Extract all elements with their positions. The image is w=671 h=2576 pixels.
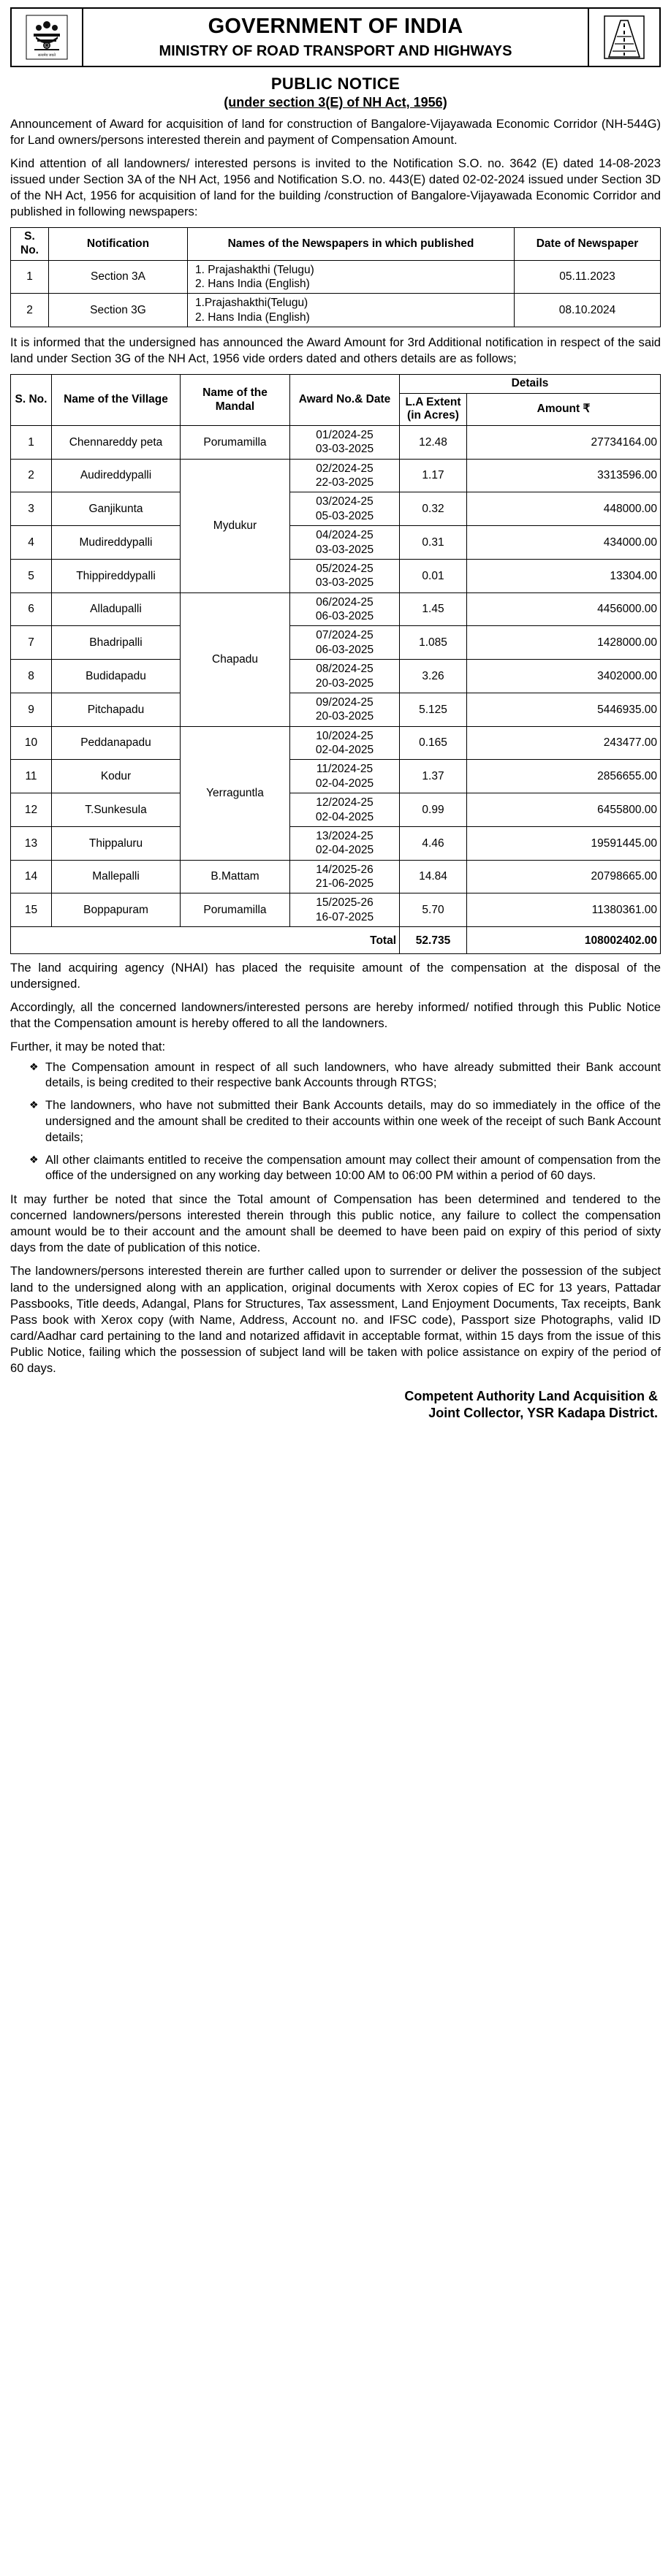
government-title: GOVERNMENT OF INDIA <box>208 15 463 39</box>
cell-award <box>290 793 400 827</box>
cell-sno: 4 <box>11 526 52 560</box>
cell-amount: 27734164.00 <box>467 425 661 459</box>
newspaper-line: 2. Hans India (English) <box>195 310 310 324</box>
cell-extent: 4.46 <box>400 826 467 860</box>
cell-sno: 7 <box>11 626 52 660</box>
cell-village: Alladupalli <box>52 592 181 626</box>
cell-sno: 1 <box>11 260 49 294</box>
notice-bullet-list <box>10 1060 661 1185</box>
table-header-row <box>11 375 661 394</box>
notice-paragraph-8: The landowners/persons interested therein are further called upon to surrender or deliver the possession of the subject land to the undersigned along with an application, original documents with Xerox copies of EC for 13 years, Pattadar Passbooks, Title deeds, Adangal, Plans for Structures, Tax assessment, Land Enjoyment Documents, Tax receipts, Bank Pass book with Xerox copy (with Name, Address, Account no. and IFSC code), Passport size Photographs, valid ID card/Aadhar card pertaining to the land and notarized affidavit in acceptable format, within 15 days from the issue of this Public Notice, failing which the possession of subject land will be taken with police assistance on expiry of the period of 60 days. <box>10 1264 661 1375</box>
cell-extent: 5.70 <box>400 893 467 927</box>
cell-village: Mudireddypalli <box>52 526 181 560</box>
col-award-no-date: Award No.& Date <box>290 375 400 426</box>
cell-award <box>290 726 400 760</box>
signatory-line-1: Competent Authority Land Acquisition & <box>404 1388 658 1403</box>
cell-mandal: Mydukur <box>181 459 290 592</box>
cell-extent: 14.84 <box>400 860 467 893</box>
cell-mandal: Chapadu <box>181 592 290 726</box>
cell-amount: 19591445.00 <box>467 826 661 860</box>
table-row <box>11 860 661 893</box>
cell-amount: 3402000.00 <box>467 660 661 693</box>
cell-village: Audireddypalli <box>52 459 181 492</box>
list-item: ❖ The landowners, who have not submitted their Bank Accounts details, may do so immediately in the office of the undersigned and the amount shall be credited to their accounts within one week of the receipt of such Bank Account details; <box>29 1098 661 1146</box>
cell-date: 05.11.2023 <box>515 260 661 294</box>
list-item: ❖ The Compensation amount in respect of all such landowners, who have already submitted their Bank account details, is being credited to their respective bank Accounts through RTGS; <box>29 1060 661 1092</box>
cell-sno: 14 <box>11 860 52 893</box>
cell-notification: Section 3G <box>49 294 188 327</box>
cell-mandal: Porumamilla <box>181 425 290 459</box>
cell-extent: 0.01 <box>400 559 467 592</box>
cell-mandal: Porumamilla <box>181 893 290 927</box>
cell-sno: 1 <box>11 425 52 459</box>
table-row <box>11 526 661 560</box>
cell-mandal: Yerraguntla <box>181 726 290 860</box>
table-row <box>11 760 661 793</box>
cell-sno: 8 <box>11 660 52 693</box>
cell-award <box>290 492 400 526</box>
cell-award <box>290 760 400 793</box>
cell-award <box>290 459 400 492</box>
national-emblem-icon <box>12 9 83 66</box>
cell-award <box>290 559 400 592</box>
cell-village: Thippaluru <box>52 826 181 860</box>
cell-sno: 2 <box>11 294 49 327</box>
award-date: 16-07-2025 <box>315 910 374 923</box>
cell-amount: 6455800.00 <box>467 793 661 827</box>
cell-extent: 1.37 <box>400 760 467 793</box>
cell-village: Pitchapadu <box>52 693 181 726</box>
award-date: 02-04-2025 <box>315 777 374 790</box>
total-label: Total <box>11 927 400 954</box>
ministry-title: MINISTRY OF ROAD TRANSPORT AND HIGHWAYS <box>159 42 512 59</box>
award-date: 02-04-2025 <box>315 744 374 757</box>
table-row <box>11 893 661 927</box>
cell-amount: 434000.00 <box>467 526 661 560</box>
cell-award <box>290 860 400 893</box>
award-number: 15/2025-26 <box>316 896 374 910</box>
cell-extent: 1.45 <box>400 592 467 626</box>
cell-village: T.Sunkesula <box>52 793 181 827</box>
award-number: 07/2024-25 <box>316 629 374 642</box>
total-amount: 108002402.00 <box>467 927 661 954</box>
cell-extent: 3.26 <box>400 660 467 693</box>
col-date: Date of Newspaper <box>515 228 661 260</box>
award-date: 05-03-2025 <box>315 509 374 522</box>
table-row <box>11 660 661 693</box>
cell-village: Chennareddy peta <box>52 425 181 459</box>
award-date: 20-03-2025 <box>315 677 374 690</box>
award-date: 06-03-2025 <box>315 643 374 656</box>
cell-village: Thippireddypalli <box>52 559 181 592</box>
cell-amount: 11380361.00 <box>467 893 661 927</box>
cell-newspapers <box>188 260 515 294</box>
cell-village: Ganjikunta <box>52 492 181 526</box>
cell-date: 08.10.2024 <box>515 294 661 327</box>
col-mandal: Name of the Mandal <box>181 375 290 426</box>
cell-award <box>290 826 400 860</box>
notice-title: PUBLIC NOTICE <box>270 75 401 93</box>
notice-paragraph-1: Announcement of Award for acquisition of land for construction of Bangalore-Vijayawada Economic Corridor (NH-544G) for Land owners/persons interested therein and payment of Compensation Amount. <box>10 117 661 148</box>
cell-amount: 5446935.00 <box>467 693 661 726</box>
cell-extent: 5.125 <box>400 693 467 726</box>
cell-sno: 6 <box>11 592 52 626</box>
col-village: Name of the Village <box>52 375 181 426</box>
nhai-logo-icon <box>588 9 659 66</box>
table-total-row <box>11 927 661 954</box>
cell-sno: 9 <box>11 693 52 726</box>
cell-amount: 1428000.00 <box>467 626 661 660</box>
award-date: 03-03-2025 <box>315 576 374 590</box>
award-date: 03-03-2025 <box>315 543 374 556</box>
notice-paragraph-6: Further, it may be noted that: <box>10 1040 166 1054</box>
newspaper-line: 1. Prajashakthi (Telugu) <box>195 263 314 276</box>
award-number: 09/2024-25 <box>316 696 374 709</box>
svg-text:सत्यमेव जयते: सत्यमेव जयते <box>37 54 56 58</box>
table-row <box>11 260 661 294</box>
notice-paragraph-4: The land acquiring agency (NHAI) has placed the requisite amount of the compensation at the disposal of the undersigned. <box>10 961 661 991</box>
table-row <box>11 294 661 327</box>
cell-sno: 12 <box>11 793 52 827</box>
notice-paragraph-7: It may further be noted that since the Total amount of Compensation has been determined and tendered to the concerned landowners/persons interested therein through this public notice, any failure to collect the compensation amount would be to their account and the amount shall be deemed to have been paid on expiry of this period of sixty days from the date of publication of this notice. <box>10 1192 661 1255</box>
table-row <box>11 793 661 827</box>
cell-award <box>290 526 400 560</box>
cell-sno: 11 <box>11 760 52 793</box>
cell-extent: 12.48 <box>400 425 467 459</box>
cell-village: Boppapuram <box>52 893 181 927</box>
cell-sno: 13 <box>11 826 52 860</box>
award-date: 03-03-2025 <box>315 443 374 456</box>
cell-village: Kodur <box>52 760 181 793</box>
cell-extent: 0.32 <box>400 492 467 526</box>
table-row <box>11 459 661 492</box>
cell-award <box>290 425 400 459</box>
table-row <box>11 592 661 626</box>
award-number: 14/2025-26 <box>316 863 374 876</box>
award-number: 01/2024-25 <box>316 428 374 441</box>
total-extent: 52.735 <box>400 927 467 954</box>
cell-amount: 20798665.00 <box>467 860 661 893</box>
award-number: 11/2024-25 <box>316 763 374 776</box>
col-newspapers: Names of the Newspapers in which published <box>188 228 515 260</box>
cell-amount: 3313596.00 <box>467 459 661 492</box>
award-date: 21-06-2025 <box>315 877 374 891</box>
cell-sno: 5 <box>11 559 52 592</box>
award-number: 03/2024-25 <box>316 495 374 508</box>
cell-extent: 1.17 <box>400 459 467 492</box>
table-row <box>11 693 661 726</box>
col-la-extent: L.A Extent (in Acres) <box>400 393 467 425</box>
cell-sno: 2 <box>11 459 52 492</box>
newspaper-line: 1.Prajashakthi(Telugu) <box>195 297 308 310</box>
cell-sno: 3 <box>11 492 52 526</box>
col-details: Details <box>400 375 661 394</box>
cell-mandal: B.Mattam <box>181 860 290 893</box>
header-titles <box>83 9 588 66</box>
cell-village: Bhadripalli <box>52 626 181 660</box>
cell-award <box>290 626 400 660</box>
cell-award <box>290 693 400 726</box>
table-row <box>11 626 661 660</box>
notice-subtitle: (under section 3(E) of NH Act, 1956) <box>224 95 447 110</box>
cell-award <box>290 592 400 626</box>
award-number: 10/2024-25 <box>316 729 374 742</box>
cell-village: Peddanapadu <box>52 726 181 760</box>
signatory-block <box>10 1388 661 1422</box>
cell-village: Mallepalli <box>52 860 181 893</box>
cell-award <box>290 893 400 927</box>
cell-village: Budidapadu <box>52 660 181 693</box>
cell-newspapers <box>188 294 515 327</box>
newspaper-line: 2. Hans India (English) <box>195 277 310 290</box>
cell-amount: 4456000.00 <box>467 592 661 626</box>
col-amount: Amount ₹ <box>467 393 661 425</box>
award-date: 22-03-2025 <box>315 476 374 489</box>
cell-notification: Section 3A <box>49 260 188 294</box>
notice-paragraph-5: Accordingly, all the concerned landowners/interested persons are hereby informed/ notified through this Public Notice that the Compensation amount is hereby offered to all the landowners. <box>10 1000 661 1031</box>
award-number: 04/2024-25 <box>316 529 374 542</box>
award-date: 02-04-2025 <box>315 810 374 823</box>
document-header <box>10 7 661 67</box>
list-item: ❖ All other claimants entitled to receive the compensation amount may collect their amount of compensation from the office of the undersigned on any working day between 10:00 AM to 06:00 PM within a period of 60 days. <box>29 1153 661 1185</box>
cell-extent: 0.31 <box>400 526 467 560</box>
cell-award <box>290 660 400 693</box>
cell-extent: 0.99 <box>400 793 467 827</box>
signatory-line-2: Joint Collector, YSR Kadapa District. <box>428 1406 658 1421</box>
cell-amount: 243477.00 <box>467 726 661 760</box>
table-row <box>11 492 661 526</box>
table-row <box>11 559 661 592</box>
award-number: 12/2024-25 <box>316 796 374 809</box>
notice-paragraph-3: It is informed that the undersigned has announced the Award Amount for 3rd Additional notification in respect of the said land under Section 3G of the NH Act, 1956 vide orders dated and others details are as follows; <box>10 335 661 366</box>
award-date: 06-03-2025 <box>315 610 374 623</box>
award-number: 02/2024-25 <box>316 462 374 475</box>
cell-amount: 13304.00 <box>467 559 661 592</box>
cell-extent: 1.085 <box>400 626 467 660</box>
award-date: 20-03-2025 <box>315 710 374 723</box>
newspaper-table <box>10 227 661 327</box>
award-details-table <box>10 374 661 954</box>
col-notification: Notification <box>49 228 188 260</box>
table-row <box>11 425 661 459</box>
cell-sno: 10 <box>11 726 52 760</box>
award-number: 05/2024-25 <box>316 562 374 575</box>
table-row <box>11 726 661 760</box>
award-number: 08/2024-25 <box>316 663 374 676</box>
cell-sno: 15 <box>11 893 52 927</box>
award-number: 06/2024-25 <box>316 595 374 609</box>
cell-extent: 0.165 <box>400 726 467 760</box>
cell-amount: 448000.00 <box>467 492 661 526</box>
cell-amount: 2856655.00 <box>467 760 661 793</box>
table-header-row <box>11 228 661 260</box>
notice-paragraph-2: Kind attention of all landowners/ interested persons is invited to the Notification S.O. no. 3642 (E) dated 14-08-2023 issued under Section 3A of the NH Act, 1956 and Notification S.O. no. 443(E) dated 02-02-2024 issued under Section 3D of the NH Act, 1956 for acquisition of land for the building /construction of Bangalore-Vijayawada Economic Corridor and published in following newspapers: <box>10 156 661 219</box>
award-number: 13/2024-25 <box>316 829 374 842</box>
col-sno: S. No. <box>11 375 52 426</box>
col-sno: S. No. <box>11 228 49 260</box>
award-date: 02-04-2025 <box>315 844 374 857</box>
table-row <box>11 826 661 860</box>
